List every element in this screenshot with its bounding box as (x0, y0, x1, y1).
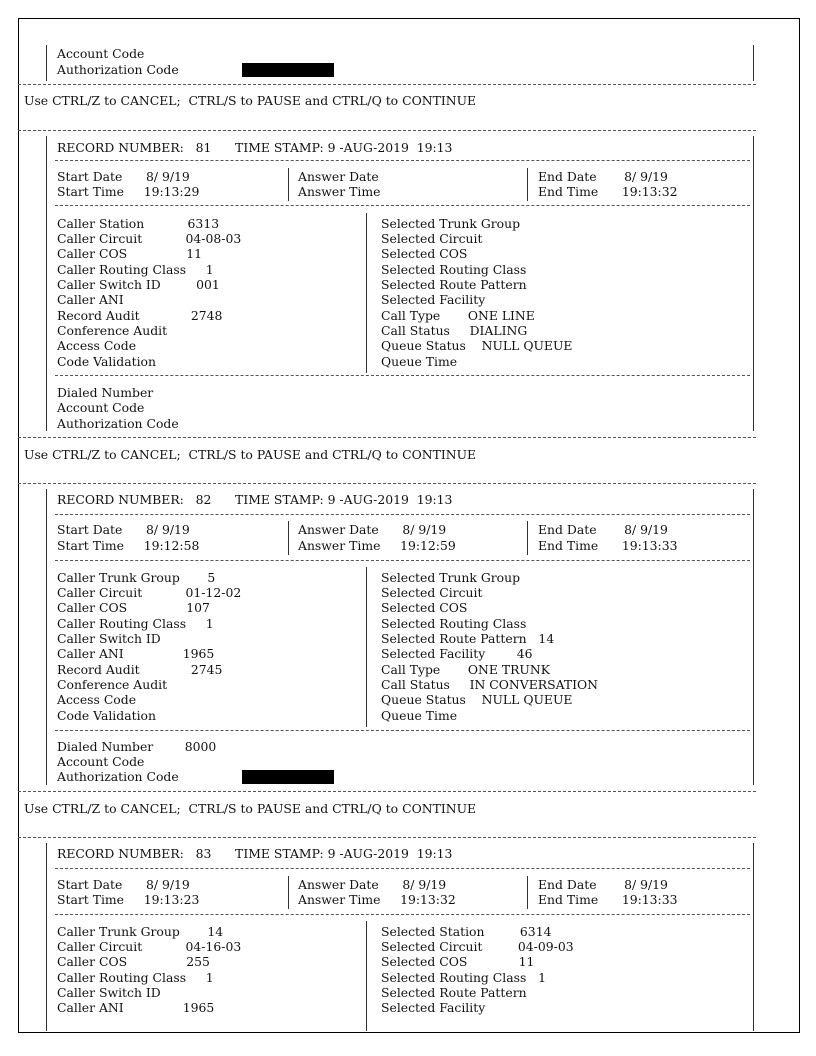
start-time: Start Time 19:13:29 (57, 184, 200, 199)
record-header: RECORD NUMBER: 83 TIME STAMP: 9 -AUG-2019 19:13 (57, 846, 453, 861)
caller-field: Caller Switch ID (57, 985, 161, 1000)
dialed-number: Dialed Number 8000 (57, 739, 217, 754)
authorization-code-label: Authorization Code (57, 62, 179, 77)
selected-field: Call Type ONE TRUNK (381, 662, 550, 677)
column-divider (366, 567, 367, 727)
account-code: Account Code (57, 754, 145, 769)
control-instructions: Use CTRL/Z to CANCEL; CTRL/S to PAUSE and CTRL/Q to CONTINUE (24, 93, 477, 108)
separator (55, 560, 750, 561)
end-date: End Date 8/ 9/19 (538, 169, 668, 184)
caller-field: Record Audit 2745 (57, 662, 223, 677)
separator (55, 730, 750, 731)
start-time: Start Time 19:13:23 (57, 892, 200, 907)
separator (55, 160, 750, 161)
selected-field: Selected Facility (381, 292, 486, 307)
selected-field: Queue Time (381, 354, 458, 369)
box-border-right (753, 136, 754, 431)
caller-field: Caller Switch ID (57, 631, 161, 646)
end-time: End Time 19:13:32 (538, 184, 678, 199)
column-divider (366, 213, 367, 373)
answer-time: Answer Time 19:12:59 (298, 538, 456, 553)
selected-field: Selected Facility (381, 1000, 486, 1015)
box-border-right (753, 843, 754, 1031)
caller-field: Access Code (57, 692, 137, 707)
answer-date: Answer Date 8/ 9/19 (298, 877, 447, 892)
selected-field: Queue Status NULL QUEUE (381, 692, 573, 707)
start-time: Start Time 19:12:58 (57, 538, 200, 553)
column-divider (366, 921, 367, 1031)
selected-field: Selected Station 6314 (381, 924, 552, 939)
end-time: End Time 19:13:33 (538, 892, 678, 907)
redaction-bar (242, 63, 334, 77)
separator (18, 791, 756, 792)
caller-field: Caller ANI (57, 292, 124, 307)
caller-field: Caller COS 107 (57, 600, 210, 615)
box-border-right (753, 45, 754, 81)
control-instructions: Use CTRL/Z to CANCEL; CTRL/S to PAUSE and CTRL/Q to CONTINUE (24, 447, 477, 462)
selected-field: Selected Route Pattern (381, 985, 527, 1000)
box-border-right (753, 489, 754, 785)
start-date: Start Date 8/ 9/19 (57, 877, 190, 892)
answer-time: Answer Time 19:13:32 (298, 892, 456, 907)
selected-field: Selected Circuit (381, 231, 483, 246)
selected-field: Selected Circuit (381, 585, 483, 600)
column-divider (288, 521, 289, 555)
separator (18, 84, 756, 85)
selected-field: Selected Route Pattern 14 (381, 631, 555, 646)
caller-field: Caller Circuit 04-16-03 (57, 939, 242, 954)
answer-time: Answer Time (298, 184, 381, 199)
column-divider (527, 168, 528, 201)
caller-field: Caller COS 11 (57, 246, 202, 261)
caller-field: Access Code (57, 338, 137, 353)
caller-field: Conference Audit (57, 677, 168, 692)
end-time: End Time 19:13:33 (538, 538, 678, 553)
separator (55, 868, 750, 869)
selected-field: Selected Route Pattern (381, 277, 527, 292)
column-divider (527, 521, 528, 555)
separator (55, 514, 750, 515)
separator (55, 914, 750, 915)
caller-field: Caller ANI 1965 (57, 1000, 215, 1015)
selected-field: Selected Routing Class (381, 262, 527, 277)
authorization-code: Authorization Code (57, 416, 179, 431)
start-date: Start Date 8/ 9/19 (57, 522, 190, 537)
selected-field: Queue Time (381, 708, 458, 723)
selected-field: Selected Trunk Group (381, 216, 521, 231)
box-border-left (46, 136, 47, 431)
box-border-left (46, 843, 47, 1031)
caller-field: Caller Trunk Group 5 (57, 570, 216, 585)
separator (18, 837, 756, 838)
selected-field: Selected Trunk Group (381, 570, 521, 585)
separator (18, 437, 756, 438)
caller-field: Caller Routing Class 1 (57, 616, 214, 631)
account-code: Account Code (57, 400, 145, 415)
caller-field: Caller Switch ID 001 (57, 277, 220, 292)
column-divider (527, 876, 528, 909)
record-header: RECORD NUMBER: 82 TIME STAMP: 9 -AUG-2019 19:13 (57, 492, 453, 507)
start-date: Start Date 8/ 9/19 (57, 169, 190, 184)
box-border-left (46, 489, 47, 785)
caller-field: Caller ANI 1965 (57, 646, 215, 661)
box-border-left (46, 45, 47, 81)
selected-field: Selected Routing Class 1 (381, 970, 547, 985)
selected-field: Selected COS 11 (381, 954, 535, 969)
selected-field: Selected COS (381, 600, 468, 615)
caller-field: Record Audit 2748 (57, 308, 223, 323)
caller-field: Caller COS 255 (57, 954, 210, 969)
account-code-label: Account Code (57, 46, 145, 61)
separator (55, 205, 750, 206)
selected-field: Call Status DIALING (381, 323, 528, 338)
column-divider (288, 876, 289, 909)
selected-field: Selected Facility 46 (381, 646, 533, 661)
caller-field: Caller Trunk Group 14 (57, 924, 224, 939)
answer-date: Answer Date (298, 169, 379, 184)
separator (18, 483, 756, 484)
selected-field: Queue Status NULL QUEUE (381, 338, 573, 353)
record-header: RECORD NUMBER: 81 TIME STAMP: 9 -AUG-2019 19:13 (57, 140, 453, 155)
selected-field: Selected COS (381, 246, 468, 261)
caller-field: Code Validation (57, 708, 156, 723)
caller-field: Caller Station 6313 (57, 216, 220, 231)
authorization-code: Authorization Code (57, 769, 179, 784)
answer-date: Answer Date 8/ 9/19 (298, 522, 447, 537)
selected-field: Selected Circuit 04-09-03 (381, 939, 574, 954)
separator (18, 130, 756, 131)
dialed-number: Dialed Number (57, 385, 154, 400)
caller-field: Caller Circuit 01-12-02 (57, 585, 242, 600)
end-date: End Date 8/ 9/19 (538, 877, 668, 892)
caller-field: Caller Routing Class 1 (57, 262, 214, 277)
caller-field: Code Validation (57, 354, 156, 369)
caller-field: Conference Audit (57, 323, 168, 338)
selected-field: Selected Routing Class (381, 616, 527, 631)
end-date: End Date 8/ 9/19 (538, 522, 668, 537)
caller-field: Caller Circuit 04-08-03 (57, 231, 242, 246)
selected-field: Call Status IN CONVERSATION (381, 677, 598, 692)
column-divider (288, 168, 289, 201)
control-instructions: Use CTRL/Z to CANCEL; CTRL/S to PAUSE and CTRL/Q to CONTINUE (24, 801, 477, 816)
separator (55, 375, 750, 376)
redaction-bar (242, 770, 334, 784)
caller-field: Caller Routing Class 1 (57, 970, 214, 985)
selected-field: Call Type ONE LINE (381, 308, 535, 323)
